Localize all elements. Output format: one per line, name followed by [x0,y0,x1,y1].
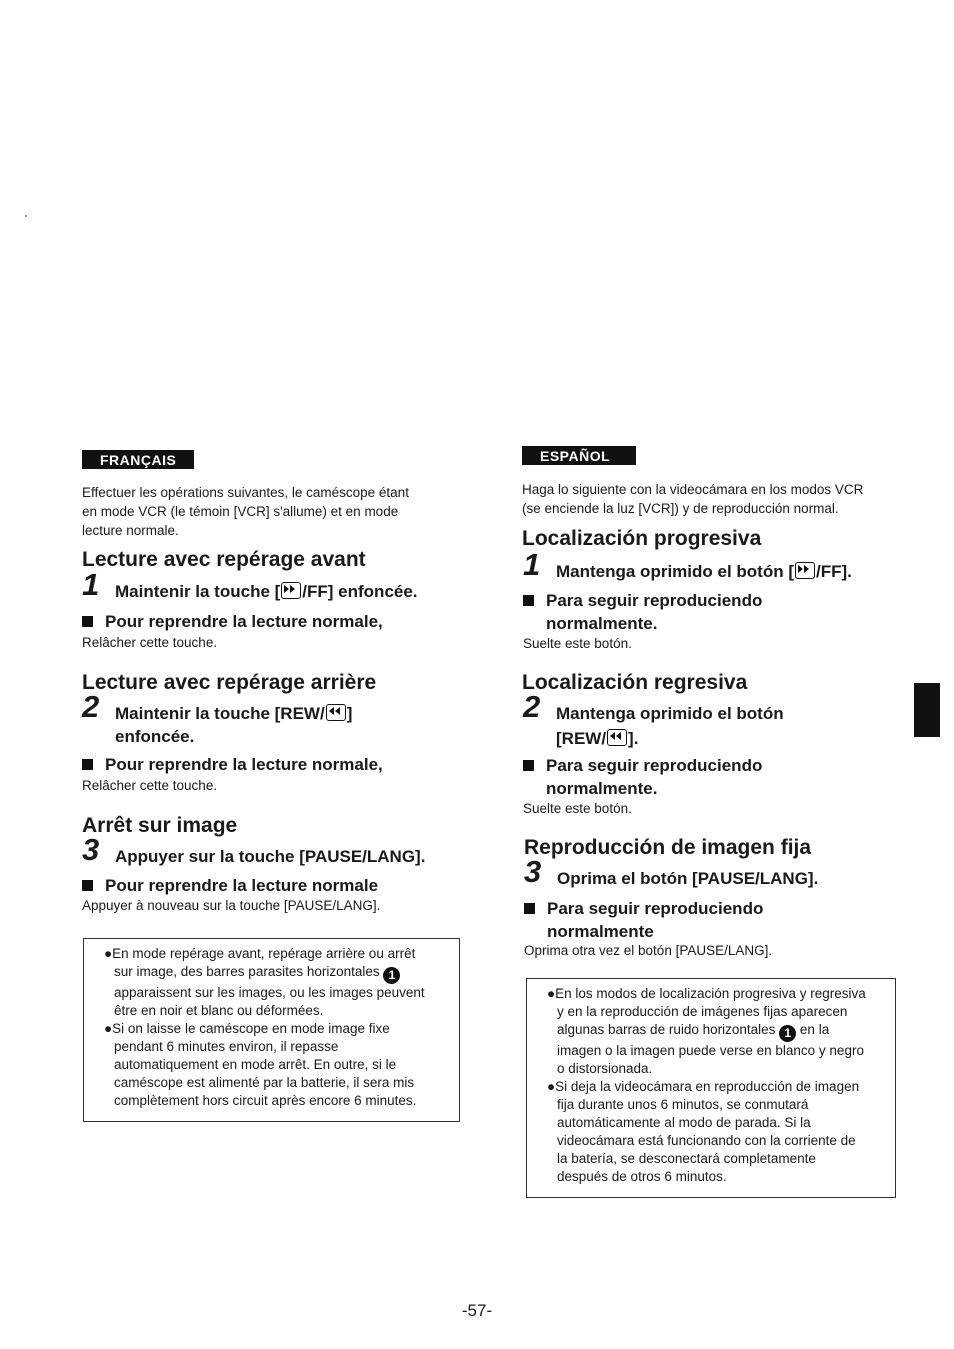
bullet-square-icon [82,616,93,627]
bullet-square-icon [524,903,535,914]
intro-line: lecture normale. [82,523,179,538]
subheading-text: normalmente [547,922,654,941]
section-title: Arrêt sur image [82,814,238,837]
note-line-text: sur image, des barres parasites horizontales [114,964,380,979]
note-line: complètement hors circuit après encore 6 minutes. [114,1093,417,1108]
step-text-a: Maintenir la touche [ [115,582,281,601]
bullet-square-icon [82,759,93,770]
note-line [104,963,425,984]
note-line: ●Si on laisse le caméscope en mode image fixe [104,1021,390,1036]
step-text-a: Mantenga oprimido el botón [ [556,562,794,581]
scan-speck [25,215,27,217]
step-text-a: Mantenga oprimido el botón [556,704,784,723]
subheading-text: Pour reprendre la lecture normale, [105,612,383,631]
step-text [115,702,352,725]
intro-line: Effectuer les opérations suivantes, le caméscope étant [82,485,409,500]
step-text: Oprima el botón [PAUSE/LANG]. [557,869,819,888]
note-line: ●Si deja la videocámara en reproducción de imagen [547,1079,860,1094]
description: Appuyer à nouveau sur la touche [PAUSE/LANG]. [82,898,381,913]
fast-forward-icon [795,562,815,579]
fast-forward-icon [281,582,301,599]
step-text [115,580,418,603]
step-text-b: /FF]. [815,562,852,581]
spanish-intro [522,480,863,518]
section-title: Localización progresiva [522,527,762,550]
description: Relâcher cette touche. [82,778,218,793]
bullet-square-icon [523,595,534,606]
note-line: después de otros 6 minutos. [557,1169,727,1184]
section-title: Localización regresiva [522,671,748,694]
note-line: fija durante unos 6 minutos, se conmutará [557,1097,809,1112]
note-line: ●En mode repérage avant, repérage arrière ou arrêt [104,946,416,961]
description: Oprima otra vez el botón [PAUSE/LANG]. [524,943,773,958]
step-text-a: Maintenir la touche [REW/ [115,704,325,723]
section-title: Lecture avec repérage avant [82,548,366,571]
subheading-text: normalmente. [546,614,658,633]
callout-number-icon: 1 [383,967,400,984]
note-line: pendant 6 minutes environ, il repasse [114,1039,339,1054]
section-title: Lecture avec repérage arrière [82,671,377,694]
note-line: apparaissent sur les images, ou les images peuvent [114,985,425,1000]
step-number: 2 [82,689,100,724]
note-line [547,1021,866,1042]
description: Relâcher cette touche. [82,635,218,650]
note-line-text: en la [799,1022,830,1037]
french-note [104,945,425,1110]
rewind-icon [607,729,627,746]
subheading-text: Para seguir reproduciendo [546,591,763,610]
subheading-text: Pour reprendre la lecture normale, [105,755,383,774]
bullet-square-icon [82,880,93,891]
description: Suelte este botón. [523,801,632,816]
language-tag-spanish: ESPAÑOL [522,446,636,465]
step-number: 2 [523,689,541,724]
note-line: y en la reproducción de imágenes fijas aparecen [557,1004,848,1019]
step-number: 3 [82,832,100,867]
step-text [556,560,852,583]
subheading-text: Pour reprendre la lecture normale [105,876,379,895]
bullet-square-icon [523,760,534,771]
intro-line: (se enciende la luz [VCR]) y de reproducción normal. [522,501,839,516]
step-text-b: [REW/ [556,729,607,748]
spanish-note [547,985,866,1186]
note-line: caméscope est alimenté par la batterie, il sera mis [114,1075,415,1090]
intro-line: Haga lo siguiente con la videocámara en los modos VCR [522,482,864,497]
step-text-b: /FF] enfoncée. [302,582,418,601]
subheading-text: Para seguir reproduciendo [547,899,764,918]
step-text-c: enfoncée. [115,727,195,746]
rewind-icon [326,704,346,721]
intro-line: en mode VCR (le témoin [VCR] s'allume) et en mode [82,504,399,519]
note-line: o distorsionada. [557,1061,653,1076]
note-line: automatiquement en mode arrêt. En outre, si le [114,1057,397,1072]
note-line: ●En los modos de localización progresiva y regresiva [547,986,866,1001]
french-intro [82,483,409,540]
note-line: la batería, se desconectará completamente [557,1151,816,1166]
note-line: automáticamente al modo de parada. Si la [557,1115,811,1130]
note-line: videocámara está funcionando con la corriente de [557,1133,856,1148]
section-title: Reproducción de imagen fija [524,836,812,859]
callout-number-icon: 1 [779,1025,796,1042]
subheading-text: normalmente. [546,779,658,798]
note-line-text: algunas barras de ruido horizontales [557,1022,776,1037]
step-text-c: ]. [628,729,639,748]
subheading-text: Para seguir reproduciendo [546,756,763,775]
note-line: imagen o la imagen puede verse en blanco y negro [557,1043,864,1058]
step-number: 3 [524,854,542,889]
step-number: 1 [523,547,541,582]
section-thumb-tab [914,683,940,737]
step-number: 1 [82,567,100,602]
step-text [556,727,638,750]
step-text-b: ] [346,704,353,723]
step-text: Appuyer sur la touche [PAUSE/LANG]. [115,847,426,866]
note-line: être en noir et blanc ou déformées. [114,1003,324,1018]
page-number: -57- [461,1301,493,1320]
language-tag-french: FRANÇAIS [82,450,194,469]
description: Suelte este botón. [523,636,632,651]
